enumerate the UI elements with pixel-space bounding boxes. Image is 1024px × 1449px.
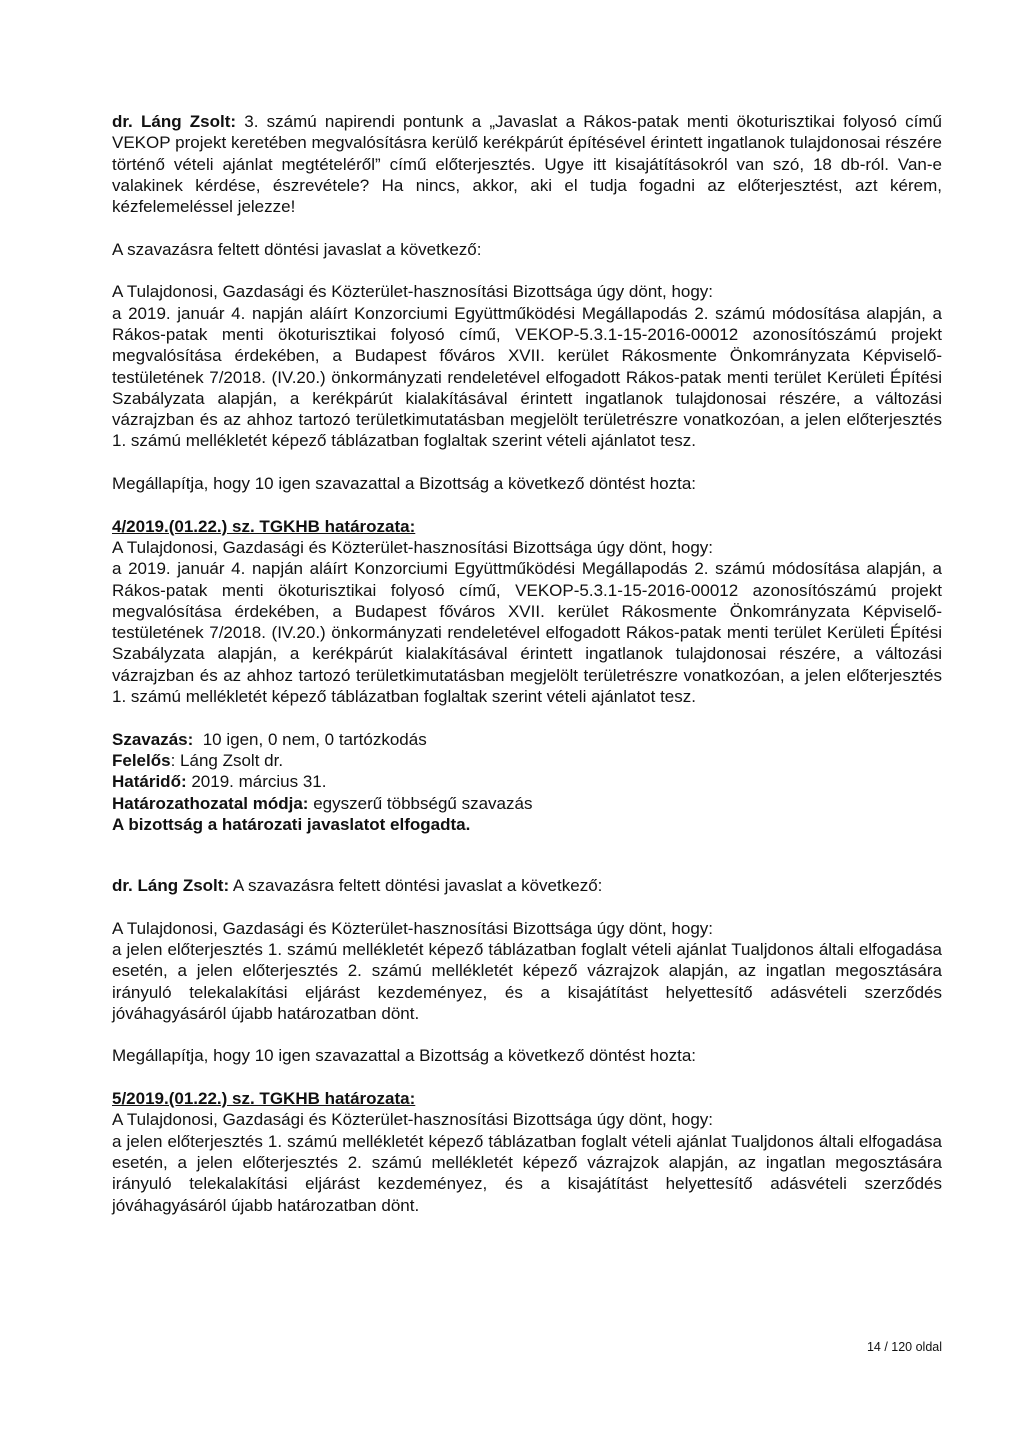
method-label: Határozathozatal módja: [112,793,309,813]
intro-text-continued: Ugye itt kisajátításokról van szó, 18 db-ról. Van-e valakinek kérdése, észrevétele? Ha nincs, akkor, aki el tudja fogadni az előterjesztést, azt kérem, kézfelemeléssel jelezze! [112,154,942,217]
vote-label: Szavazás: [112,729,194,749]
committee-statement: A Tulajdonosi, Gazdasági és Közterület-hasznosítási Bizottsága úgy dönt, hogy: [112,1110,714,1130]
document-page [112,111,942,1216]
committee-statement: A Tulajdonosi, Gazdasági és Közterület-hasznosítási Bizottsága úgy dönt, hogy: [112,918,714,938]
responsible-value: : Láng Zsolt dr. [170,750,284,770]
committee-statement: A Tulajdonosi, Gazdasági és Közterület-hasznosítási Bizottsága úgy dönt, hogy: [112,282,714,302]
vote-statement: Megállapítja, hogy 10 igen szavazattal a Bizottság a következő döntést hozta: [112,1046,697,1066]
proposal-body: a 2019. január 4. napján aláírt Konzorciumi Együttműködési Megállapodás 2. számú módosítása alapján, a Rákos-patak menti ökoturisztikai folyosó című, VEKOP-5.3.1-15-2016-00012 azonosítószámú projekt megvalósítása érdekében, a Budapest főváros XVII. kerület Rákosmente Önkomrányzata Képviselő-testületének 7/2018. (IV.20.) önkormányzati rendeletével elfogadott Rákos-patak menti terület Kerületi Építési Szabályzata alapján, a kerékpárút kialakításával érintett ingatlanok tulajdonosai részére, a változási vázrajzban és az ahhoz tartozó területkimutatásban megjelölt területrészre vonatkozóan, a jelen előterjesztés 1. számú mellékletét képező táblázatban foglaltak szerint vételi ajánlatot tesz. [112,303,942,451]
decision-method [112,793,942,814]
method-value: egyszerű többségű szavazás [308,793,533,813]
resolution-title: 4/2019.(01.22.) sz. TGKHB határozata: [112,516,416,536]
deadline-value: 2019. március 31. [186,772,327,792]
intro-text: 3. számú napirendi pontunk a „Javaslat a Rákos-patak menti ökoturisztikai folyosó című VEKOP projekt keretében megvalósításra kerülő kerékpárút építésével érintett ingatlanok tulajdonosai részére történő vételi ajánlat megtételéről” című előterjesztés. [112,112,943,174]
committee-statement: A Tulajdonosi, Gazdasági és Közterület-hasznosítási Bizottsága úgy dönt, hogy: [112,537,714,557]
proposal-intro [112,875,942,896]
speaker-name: dr. Láng Zsolt: [112,112,237,131]
proposal-label: A szavazásra feltett döntési javaslat a következő: [229,876,603,896]
vote-result [112,729,942,750]
intro-paragraph [112,111,942,217]
proposal-label: A szavazásra feltett döntési javaslat a következő: [112,239,482,259]
vote-value: 10 igen, 0 nem, 0 tartózkodás [193,729,427,749]
proposal-body: a jelen előterjesztés 1. számú mellékletét képező táblázatban foglalt vételi ajánlat Tualjdonos általi elfogadása esetén, a jelen előterjesztés 2. számú mellékletét képező vázrajzok alapján, az ingatlan megosztására irányuló telekalakítási eljárást kezdeményez, és a kisajátítást helyettesítő adásvételi szerződés jóváhagyásáról újabb határozatban dönt. [112,939,942,1023]
outcome-text: A bizottság a határozati javaslatot elfogadta. [112,814,471,834]
speaker-name: dr. Láng Zsolt: [112,876,230,896]
responsible-label: Felelős [112,750,171,770]
resolution-body: a 2019. január 4. napján aláírt Konzorciumi Együttműködési Megállapodás 2. számú módosítása alapján, a Rákos-patak menti ökoturisztikai folyosó című, VEKOP-5.3.1-15-2016-00012 azonosítószámú projekt megvalósítása érdekében, a Budapest főváros XVII. kerület Rákosmente Önkomrányzata Képviselő-testületének 7/2018. (IV.20.) önkormányzati rendeletével elfogadott Rákos-patak menti terület Kerületi Építési Szabályzata alapján, a kerékpárút kialakításával érintett ingatlanok tulajdonosai részére, a változási vázrajzban és az ahhoz tartozó területkimutatásban megjelölt területrészre vonatkozóan, a jelen előterjesztés 1. számú mellékletét képező táblázatban foglaltak szerint vételi ajánlatot tesz. [112,559,942,707]
deadline-label: Határidő: [112,772,187,792]
vote-statement: Megállapítja, hogy 10 igen szavazattal a Bizottság a következő döntést hozta: [112,474,697,494]
deadline [112,771,942,792]
resolution-body: a jelen előterjesztés 1. számú mellékletét képező táblázatban foglalt vételi ajánlat Tualjdonos általi elfogadása esetén, a jelen előterjesztés 2. számú mellékletét képező vázrajzok alapján, az ingatlan megosztására irányuló telekalakítási eljárást kezdeményez, és a kisajátítást helyettesítő adásvételi szerződés jóváhagyásáról újabb határozatban dönt. [112,1131,942,1215]
resolution-title: 5/2019.(01.22.) sz. TGKHB határozata: [112,1089,416,1109]
resolution-outcome [112,814,942,835]
page-number: 14 / 120 oldal [866,1340,942,1354]
responsible-person [112,750,942,771]
